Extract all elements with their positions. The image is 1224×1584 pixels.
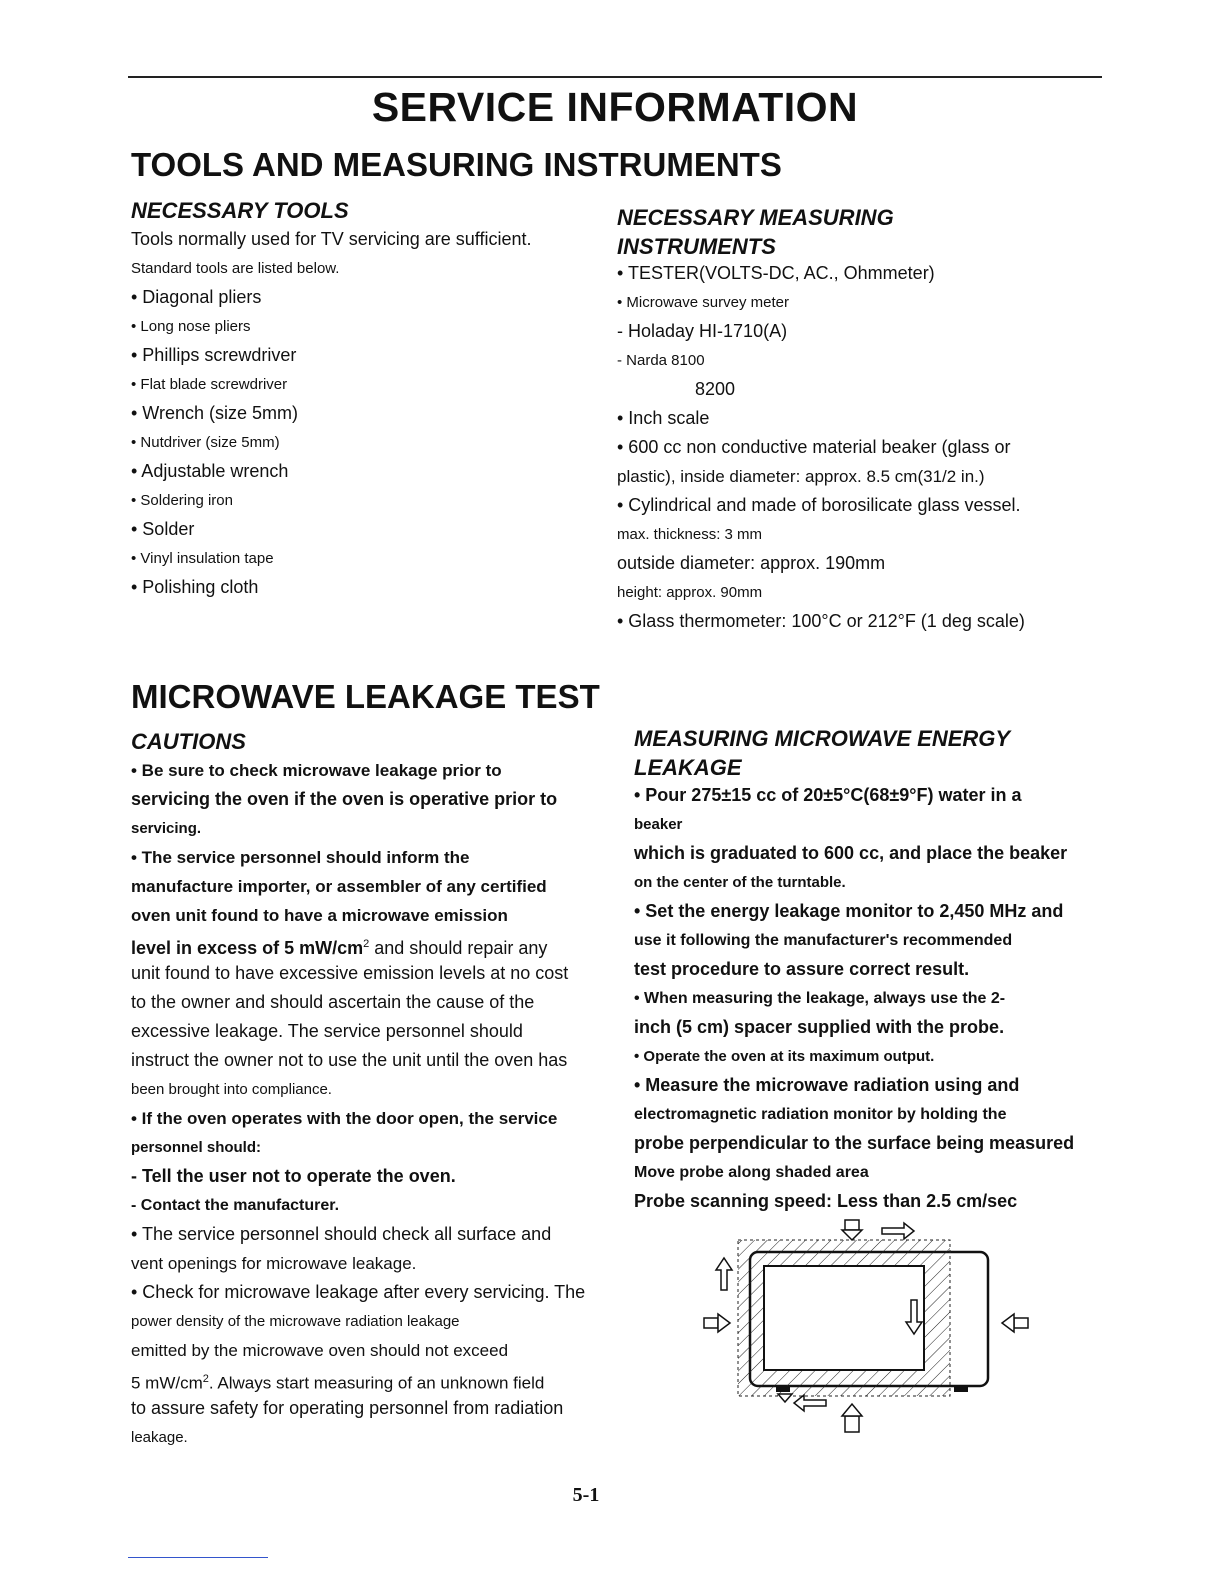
text-line: level in excess of 5 $mW/cm^2$ and should repair any [131, 938, 548, 958]
list-item: • Microwave survey meter [617, 294, 789, 311]
subheading-measuring-leakage [634, 724, 1010, 782]
cautions-text [131, 756, 585, 1452]
list-item: • Glass thermometer: 100°C or 212°F (1 deg scale) [617, 611, 1025, 631]
tools-list [131, 225, 532, 602]
arrow-up-icon [716, 1258, 732, 1290]
text-line: oven unit found to have a microwave emission [131, 906, 508, 925]
text-line: excessive leakage. The service personnel should [131, 1021, 523, 1041]
text-line: beaker [634, 816, 683, 833]
text-line: - Tell the user not to operate the oven. [131, 1166, 456, 1186]
text-line: leakage. [131, 1429, 188, 1446]
text-line: - Contact the manufacturer. [131, 1197, 340, 1214]
list-item: • Wrench (size 5mm) [131, 403, 298, 423]
list-item: • Cylindrical and made of borosilicate glass vessel. [617, 495, 1021, 515]
text-line: test procedure to assure correct result. [634, 959, 970, 979]
list-item: height: approx. 90mm [617, 584, 763, 601]
list-item: 8200 [695, 379, 736, 399]
text-line: • Measure the microwave radiation using and [634, 1075, 1020, 1095]
top-rule [128, 76, 1102, 78]
list-item: • Inch scale [617, 408, 710, 428]
subheading-measuring-instruments [617, 203, 894, 261]
text-line: on the center of the turntable. [634, 874, 846, 891]
list-item: • Phillips screwdriver [131, 345, 297, 365]
subheading-necessary-tools: NECESSARY TOOLS [131, 198, 349, 223]
bottom-link-rule [128, 1557, 268, 1558]
probe-bottom-icon [842, 1404, 862, 1432]
text-line: servicing the oven if the oven is operative prior to [131, 789, 558, 809]
list-item: • Soldering iron [131, 492, 233, 509]
list-item: • 600 cc non conductive material beaker (glass or [617, 437, 1011, 457]
list-item: - Narda 8100 [617, 352, 705, 369]
text-line: been brought into compliance. [131, 1081, 332, 1098]
text-line: • The service personnel should check all surface and [131, 1224, 552, 1244]
text-line: electromagnetic radiation monitor by holding the [634, 1106, 1007, 1123]
subheading-line: LEAKAGE [634, 755, 742, 780]
text-line: emitted by the microwave oven should not exceed [131, 1341, 509, 1360]
text-line: • Pour 275±15 cc of 20±5°C(68±9°F) water in a [634, 785, 1022, 805]
text-line: probe perpendicular to the surface being measured [634, 1133, 1075, 1153]
list-item: max. thickness: 3 mm [617, 526, 763, 543]
oven-door-window [764, 1266, 924, 1370]
list-item: • Vinyl insulation tape [131, 550, 274, 567]
list-item: • Flat blade screwdriver [131, 376, 288, 393]
text-line: • When measuring the leakage, always use the 2- [634, 990, 1006, 1007]
text-line: • Be sure to check microwave leakage prior to [131, 761, 502, 780]
text-line: inch (5 cm) spacer supplied with the probe. [634, 1017, 1005, 1037]
list-item: • Diagonal pliers [131, 287, 262, 307]
subheading-line: NECESSARY MEASURING [617, 205, 894, 230]
text-line: personnel should: [131, 1139, 262, 1156]
subheading-line: MEASURING MICROWAVE ENERGY [634, 726, 1011, 751]
text-line: which is graduated to 600 cc, and place the beaker [634, 843, 1068, 863]
tools-intro: Standard tools are listed below. [131, 260, 340, 277]
list-item: • Long nose pliers [131, 318, 251, 335]
instruments-list [617, 259, 1025, 636]
text-line: Move probe along shaded area [634, 1164, 869, 1181]
text-line: servicing. [131, 820, 202, 837]
section-title-tools: TOOLS AND MEASURING INSTRUMENTS [131, 146, 782, 183]
page-title: SERVICE INFORMATION [371, 84, 859, 130]
text-line: power density of the microwave radiation leakage [131, 1313, 460, 1330]
list-item: • Nutdriver (size 5mm) [131, 434, 280, 451]
page-number: 5-1 [572, 1484, 600, 1506]
list-item: • TESTER(VOLTS-DC, AC., Ohmmeter) [617, 263, 935, 283]
probe-right-icon [1002, 1314, 1028, 1332]
text-line: 5 $mW/cm^2$. Always start measuring of an unknown field [131, 1373, 545, 1393]
text-line: to assure safety for operating personnel from radiation [131, 1398, 564, 1418]
text-line: use it following the manufacturer's recommended [634, 932, 1013, 949]
list-item: • Polishing cloth [131, 577, 259, 597]
text-line: • If the oven operates with the door open, the service [131, 1109, 558, 1128]
text-line: • Set the energy leakage monitor to 2,450 MHz and [634, 901, 1064, 921]
oven-foot [954, 1386, 968, 1392]
list-item: - Holaday HI-1710(A) [617, 321, 788, 341]
text-line: manufacture importer, or assembler of any certified [131, 877, 547, 896]
subheading-cautions: CAUTIONS [131, 729, 246, 754]
list-item: plastic), inside diameter: approx. 8.5 cm(31/2 in.) [617, 467, 985, 486]
probe-left-icon [704, 1314, 730, 1332]
measuring-text [634, 781, 1074, 1216]
probe-top-icon [842, 1220, 862, 1240]
list-item: • Solder [131, 519, 195, 539]
text-line: • The service personnel should inform the [131, 848, 470, 867]
oven-scan-diagram [700, 1218, 1040, 1440]
text-line: unit found to have excessive emission levels at no cost [131, 963, 569, 983]
list-item: • Adjustable wrench [131, 461, 289, 481]
text-line: Probe scanning speed: Less than 2.5 cm/sec [634, 1191, 1018, 1211]
text-line: vent openings for microwave leakage. [131, 1254, 417, 1273]
tools-intro: Tools normally used for TV servicing are sufficient. [131, 229, 532, 249]
arrow-right-icon [882, 1223, 914, 1239]
text-line: instruct the owner not to use the unit until the oven has [131, 1050, 568, 1070]
probe-bottom-left-icon [778, 1394, 792, 1402]
arrow-left-icon [794, 1395, 826, 1411]
text-line: • Check for microwave leakage after every servicing. The [131, 1282, 586, 1302]
section-title-leakage-test: MICROWAVE LEAKAGE TEST [131, 678, 600, 715]
list-item: outside diameter: approx. 190mm [617, 553, 886, 573]
subheading-line: INSTRUMENTS [617, 234, 776, 259]
text-line: • Operate the oven at its maximum output. [634, 1048, 935, 1065]
text-line: to the owner and should ascertain the cause of the [131, 992, 535, 1012]
oven-foot [776, 1386, 790, 1392]
